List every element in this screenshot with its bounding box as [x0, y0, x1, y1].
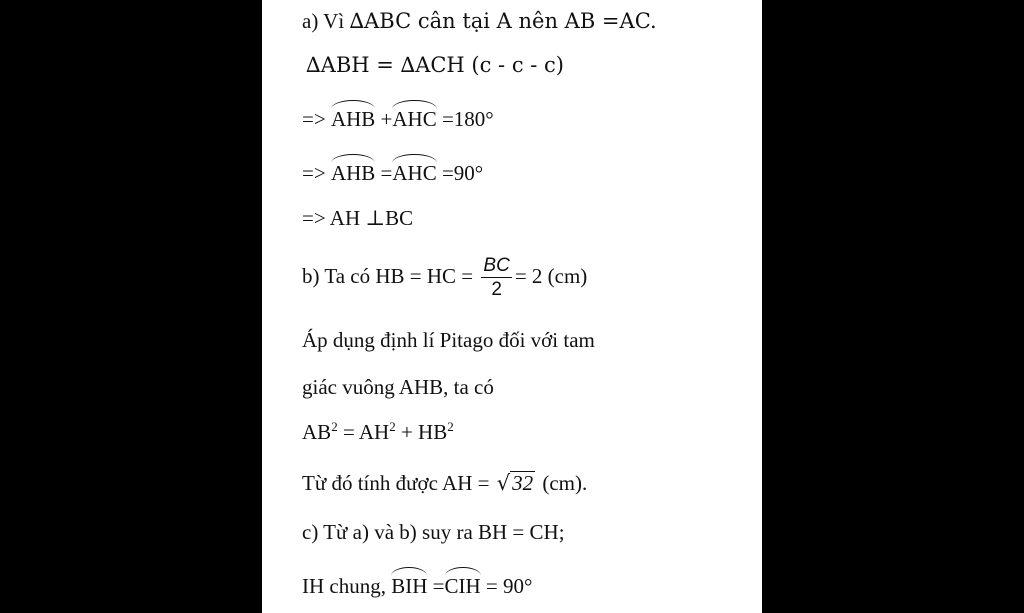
line-part-a-isosceles [302, 8, 657, 34]
exponent: 2 [447, 419, 454, 434]
exponent: 2 [389, 419, 396, 434]
fraction-numerator: BC [483, 254, 510, 276]
angle-ahb [331, 158, 375, 186]
line-part-c [302, 519, 565, 545]
text: = AH [337, 420, 390, 444]
angle-arc [392, 100, 436, 109]
radicand: 32 [512, 471, 534, 495]
perpendicular-symbol: ⊥ [365, 206, 386, 230]
angle-label: BIH [391, 574, 428, 598]
angle-cih [445, 571, 481, 599]
text: + [375, 107, 393, 131]
line-right-angles [302, 158, 483, 186]
line-ah-result [302, 470, 587, 496]
text: + HB [395, 420, 448, 444]
angle-ahc [392, 158, 436, 186]
text: Từ đó tính được AH = [302, 471, 495, 495]
angle-arc [331, 154, 375, 163]
angle-label: AHC [392, 161, 437, 185]
line-triangle-congruence [306, 52, 564, 78]
radical-sign: √ [496, 471, 511, 495]
text: = 2 (cm) [514, 264, 588, 288]
text: b) Ta có HB = HC = [302, 264, 479, 288]
text: BC [385, 206, 414, 230]
text: c) Từ a) và b) suy ra BH = CH; [302, 520, 565, 544]
angle-arc [445, 567, 481, 576]
text: ∆ABC cân tại A nên AB =AC. [349, 9, 657, 33]
text: giác vuông AHB, ta có [302, 375, 494, 399]
angle-label: AHB [330, 161, 376, 185]
line-perpendicular [302, 205, 413, 231]
text: AB [302, 420, 332, 444]
angle-label: CIH [444, 574, 481, 598]
exponent: 2 [331, 419, 338, 434]
angle-label: AHC [392, 107, 437, 131]
line-angle-sum [302, 104, 494, 132]
text: = [375, 161, 393, 185]
text: a) Vì [302, 9, 350, 33]
angle-ahc [392, 104, 436, 132]
text: = [427, 574, 445, 598]
text: =90° [436, 161, 484, 185]
text: => [302, 161, 331, 185]
angle-bih [391, 571, 427, 599]
line-pythagoras-equation [302, 419, 454, 445]
document-page [262, 0, 762, 613]
text: ∆ABH = [306, 53, 401, 77]
square-root-32 [497, 470, 535, 496]
fraction-bc-over-2 [481, 255, 511, 302]
angle-arc [392, 154, 436, 163]
angle-arc [331, 100, 375, 109]
fraction-denominator: 2 [491, 278, 502, 300]
text: (cm). [537, 471, 588, 495]
text: => [302, 107, 331, 131]
text: = 90° [480, 574, 533, 598]
line-part-b-hb-hc [302, 250, 587, 302]
text: =180° [436, 107, 494, 131]
text: => AH [302, 206, 366, 230]
line-pythagoras-intro [302, 327, 595, 353]
text: Áp dụng định lí Pitago đối với tam [302, 328, 595, 352]
line-ih-common [302, 571, 532, 599]
angle-arc [391, 567, 427, 576]
angle-ahb [331, 104, 375, 132]
angle-label: AHB [330, 107, 376, 131]
text: IH chung, [302, 574, 392, 598]
text: ∆ACH (c - c - c) [400, 53, 564, 77]
line-right-triangle-ahb [302, 374, 494, 400]
